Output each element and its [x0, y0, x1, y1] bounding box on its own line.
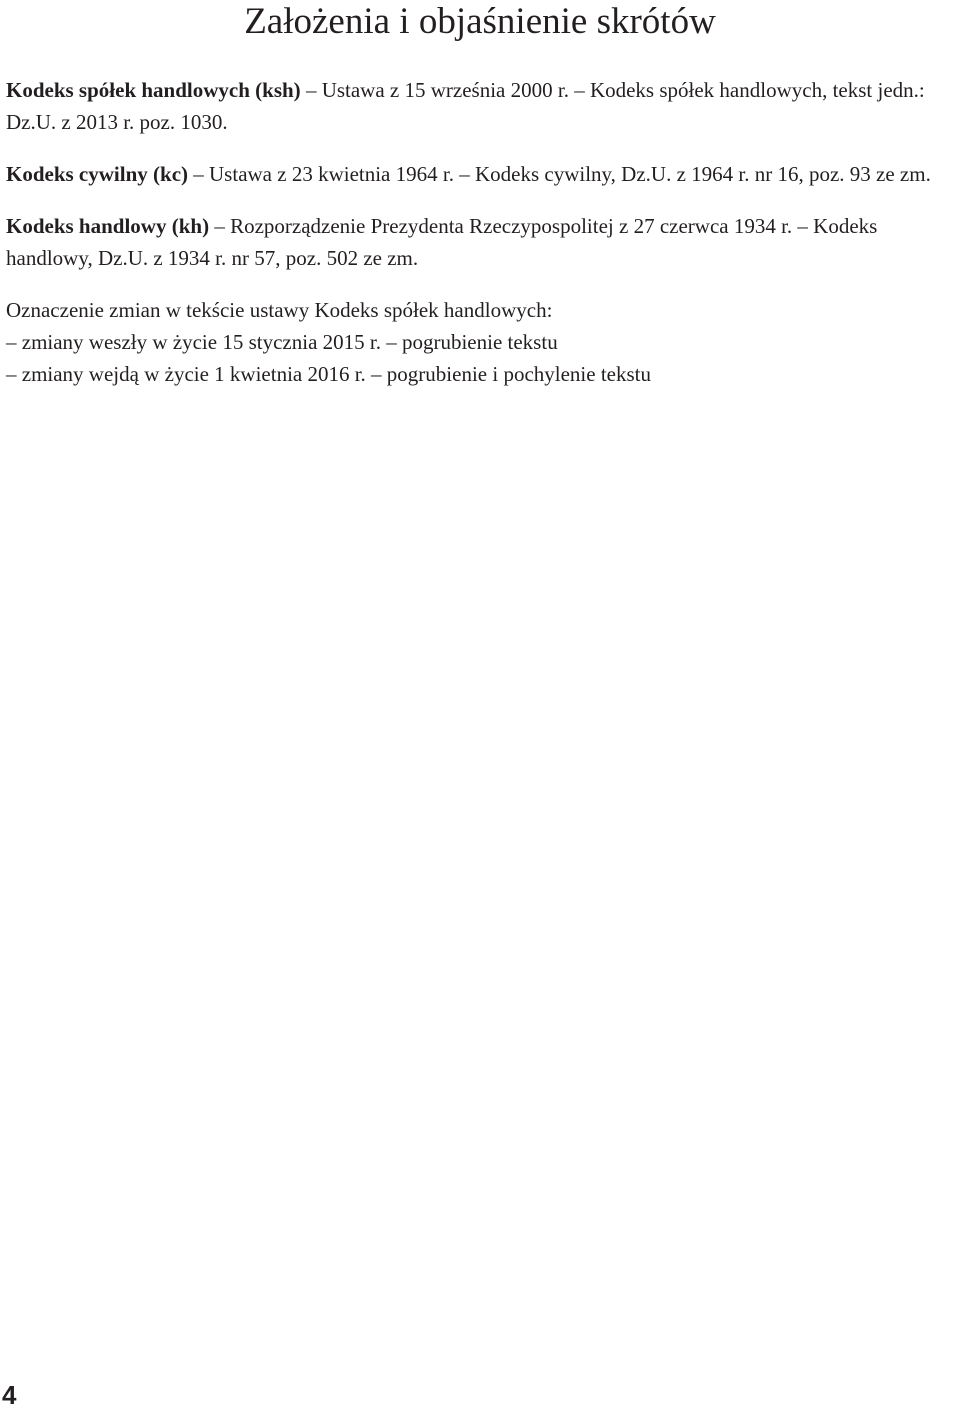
entry-ksh — [6, 74, 956, 138]
notes-line: – zmiany weszły w życie 15 stycznia 2015 r. – pogrubienie tekstu — [6, 330, 558, 354]
entry-abbreviation: Kodeks handlowy (kh) — [6, 214, 210, 238]
entry-abbreviation: Kodeks cywilny (kc) — [6, 162, 189, 186]
notes-intro: Oznaczenie zmian w tekście ustawy Kodeks spółek handlowych: — [6, 298, 553, 322]
entry-kc — [6, 158, 956, 190]
change-notation-notes — [6, 294, 956, 390]
page-title: Założenia i objaśnienie skrótów — [244, 1, 716, 42]
page-number: 4 — [2, 1380, 17, 1410]
entry-kh — [6, 210, 956, 274]
entry-description: – Ustawa z 15 września 2000 r. – Kodeks spółek handlowych, tekst jedn.: Dz.U. z 2013 r. poz. 1030. — [6, 78, 925, 134]
entry-description: – Ustawa z 23 kwietnia 1964 r. – Kodeks cywilny, Dz.U. z 1964 r. nr 16, poz. 93 ze zm. — [193, 162, 931, 186]
notes-line: – zmiany wejdą w życie 1 kwietnia 2016 r. – pogrubienie i pochylenie tekstu — [6, 362, 651, 386]
entry-description: – Rozporządzenie Prezydenta Rzeczypospolitej z 27 czerwca 1934 r. – Kodeks handlowy, Dz.U. z 1934 r. nr 57, poz. 502 ze zm. — [6, 214, 878, 270]
entry-abbreviation: Kodeks spółek handlowych (ksh) — [6, 78, 301, 102]
abbreviations-content — [6, 74, 956, 390]
